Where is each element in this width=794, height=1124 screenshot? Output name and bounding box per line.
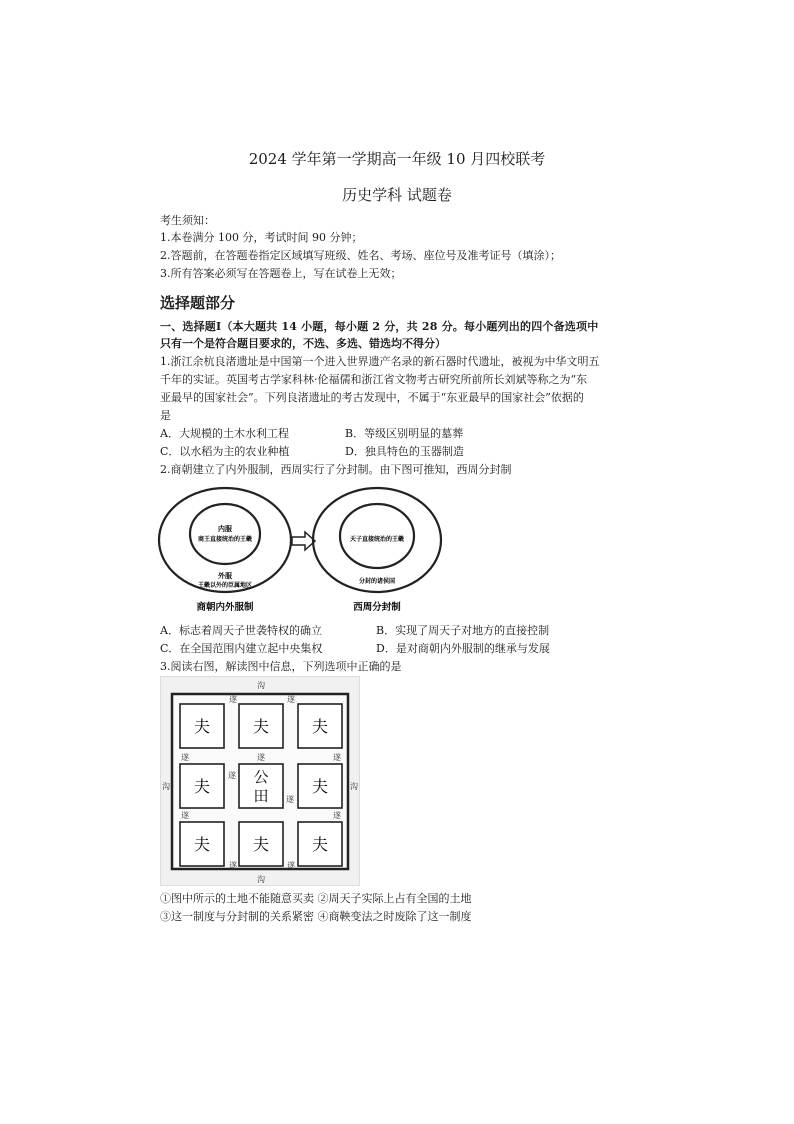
inner-ring-left <box>190 504 260 564</box>
option-c: C．以水稻为主的农业种植 <box>160 445 290 458</box>
exam-title: 2024 学年第一学期高一年级 10 月四校联考 <box>248 150 546 168</box>
svg-text:田: 田 <box>253 787 269 805</box>
part-instruction: 只有一个是符合题目要求的，不选、多选、错选均不得分） <box>160 337 446 350</box>
sui-label: 遂 <box>257 753 265 762</box>
option-c: C．在全国范围内建立起中央集权 <box>160 642 323 655</box>
right-arrow-icon <box>292 532 315 550</box>
statement-line: ①图中所示的土地不能随意买卖 ②周天子实际上占有全国的土地 <box>160 892 472 905</box>
question-text: 是 <box>160 409 171 422</box>
notice-item: 1.本卷满分 100 分，考试时间 90 分钟； <box>160 231 363 244</box>
sui-label: 遂 <box>333 811 341 820</box>
notice-heading: 考生须知： <box>160 214 215 227</box>
grid-cell: 夫 <box>311 835 329 854</box>
statement-line: ③这一制度与分封制的关系紧密 ④商鞅变法之时废除了这一制度 <box>160 910 472 923</box>
grid-cell: 夫 <box>193 717 211 736</box>
option-a: A．大规模的土木水利工程 <box>160 427 289 440</box>
option-a: A．标志着周天子世袭特权的确立 <box>160 624 322 637</box>
sui-label: 遂 <box>228 771 236 780</box>
question-text: 2.商朝建立了内外服制，西周实行了分封制。由下图可推知，西周分封制 <box>160 463 512 476</box>
option-b: B．等级区别明显的墓葬 <box>345 427 464 440</box>
public-field-cell <box>253 768 268 805</box>
question-text: 3.阅读右图，解读图中信息，下列选项中正确的是 <box>160 660 402 673</box>
gou-label-top: 沟 <box>257 681 265 690</box>
question-text: 1.浙江余杭良渚遗址是中国第一个进入世界遗产名录的新石器时代遗址，被视为中华文明五 <box>160 355 600 368</box>
left-outer-title: 外服 <box>218 572 232 580</box>
left-caption: 商朝内外服制 <box>196 602 254 613</box>
gou-label-left: 沟 <box>162 782 170 791</box>
option-d: D．独具特色的玉器制造 <box>345 445 464 458</box>
grid-cell: 夫 <box>252 717 270 736</box>
grid-cell: 夫 <box>252 835 270 854</box>
sui-label: 遂 <box>181 753 189 762</box>
question-text: 亚最早的国家社会”。下列良渚遗址的考古发现中，不属于“东亚最早的国家社会”依据的 <box>160 391 584 404</box>
sui-label: 遂 <box>229 695 237 704</box>
section-title: 选择题部分 <box>160 294 236 312</box>
left-inner-title: 内服 <box>218 525 232 533</box>
grid-cell: 夫 <box>311 717 329 736</box>
sui-label: 遂 <box>333 753 341 762</box>
sui-label: 遂 <box>287 861 295 870</box>
notice-item: 2.答题前，在答题卷指定区域填写班级、姓名、考场、座位号及准考证号（填涂）； <box>160 249 561 262</box>
right-outer-desc: 分封的诸侯国 <box>358 578 396 585</box>
option-b: B．实现了周天子对地方的直接控制 <box>376 624 550 637</box>
gou-label-bottom: 沟 <box>257 875 265 884</box>
notice-item: 3.所有答案必须写在答题卷上，写在试卷上无效； <box>160 267 402 280</box>
jingtian-grid-diagram <box>160 676 360 886</box>
right-inner-desc: 天子直接统治的王畿 <box>349 536 405 543</box>
grid-cell: 夫 <box>311 777 329 796</box>
right-caption: 西周分封制 <box>353 602 401 613</box>
part-instruction: 一、选择题Ⅰ（本大题共 14 小题，每小题 2 分，共 28 分。每小题列出的四个备选项中 <box>160 320 599 333</box>
exam-subtitle: 历史学科 试题卷 <box>342 186 452 204</box>
option-d: D．是对商朝内外服制的继承与发展 <box>376 642 550 655</box>
sui-label: 遂 <box>181 811 189 820</box>
left-inner-desc: 商王直接统治的王畿 <box>197 536 253 543</box>
sui-label: 遂 <box>287 695 295 704</box>
grid-cell: 夫 <box>193 835 211 854</box>
fengjian-diagram <box>155 484 445 616</box>
gou-label-right: 沟 <box>350 782 358 791</box>
question-text: 千年的实证。英国考古学家科林·伦福儒和浙江省文物考古研究所前所长刘斌等称之为“东 <box>160 373 588 386</box>
sui-label: 遂 <box>229 861 237 870</box>
svg-text:公: 公 <box>253 768 269 786</box>
grid-cell: 夫 <box>193 777 211 796</box>
left-outer-desc: 王畿以外的臣属地区 <box>197 582 253 589</box>
sui-label: 遂 <box>286 795 294 804</box>
